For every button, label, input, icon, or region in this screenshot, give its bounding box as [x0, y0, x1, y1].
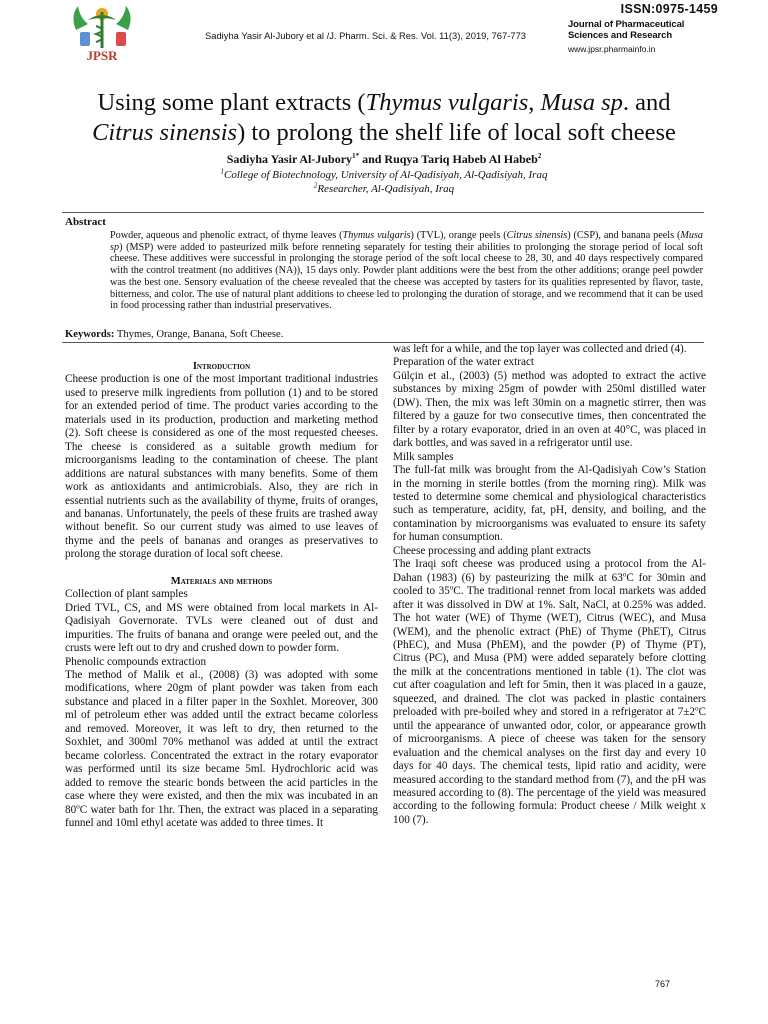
paragraph-text: C until the appearance of unwanted odor, color, or appearance growth of microorganisms. A piece of cheese was taken for the sensory evaluation and the chemical analyses on the first day and every 10 days for 40 days. The chemical tests, lipid ratio and acidity, were measured according to the standard method from (7), and the pH was measured according to (8). The percentage of the yield was measured according to the following formula: Product cheese / Milk weight x 100 (7).	[393, 706, 706, 826]
abstract-text: ) (TVL), orange peels (	[410, 230, 507, 241]
affiliation-1	[40, 169, 728, 181]
keywords	[65, 329, 283, 340]
page-number: 767	[655, 979, 671, 989]
affiliation-text: College of Biotechnology, University of Al-Qadisiyah, Al-Qadisiyah, Iraq	[224, 169, 548, 181]
paragraph-water-extract: Gülçin et al., (2003) (5) method was adopted to extract the active substances by mixing 25gm of powder with 250ml distilled water (DW). Then, the mix was left 30min on a magnetic stirrer, then was filtered by a gauze for two consecutive times, then concentrated the filter by a rotary evaporator, dried in an oven at 40°C, was placed in dark bottles, and was saved in a refrigerator until use.	[393, 369, 706, 450]
degree-sign: o	[695, 704, 699, 713]
section-heading-methods: Materials and methods	[170, 575, 273, 587]
author-name: Ruqya Tariq Habeb Al Habeb	[384, 152, 538, 166]
logo-text: JPSR	[86, 48, 118, 63]
paragraph-text: C. The traditional rennet from local markets was added after it was dissolved in DW at 1%. Salt, NaCl, at 0.25% was added. The hot water (WE) of Thyme (WET), Citrus (WEC), and Musa (WEM), and the phenolic extract (PhE) of Thyme (PhET), Citrus (PhEC), and Musa (PhEM), and the powder (P) of Thyme (PT), Citrus (PC), and Musa (PM) were added separately before clotting the milk at the concentrations mentioned in table (1). The clot was cut after coagulation and left for 5min, then it was placed in a gauze, squeezed, and drained. The clot was packed in plastic containers preloaded with pre-boiled whey and stored in a refrigerator at 7±2	[393, 585, 706, 719]
right-column	[393, 343, 706, 827]
abstract-text: Powder, aqueous and phenolic extract, of thyme leaves (	[110, 230, 343, 241]
subheading-collection: Collection of plant samples	[65, 588, 188, 601]
keywords-label: Keywords:	[65, 329, 115, 340]
paragraph-text: C water bath for 1hr. Then, the extract was placed in a separating funnel and 10ml ethyl acetate was added to three times. It	[65, 803, 378, 829]
title-species: Citrus sinensis	[92, 119, 238, 146]
degree-sign: o	[76, 801, 80, 810]
title-text: . and	[622, 89, 671, 116]
affiliation-2	[40, 183, 728, 195]
section-heading-introduction: Introduction	[192, 361, 251, 372]
jpsr-logo	[66, 2, 138, 64]
paragraph-text: C for 30min and cooled to 35	[393, 571, 706, 598]
affiliation-superscript: 1	[220, 167, 225, 176]
paragraph-text: The method of Malik et al., (2008) (3) was adopted with some modifications, where 20gm of plant powder was taken from each substance and placed in a filter paper in the Soxhlet. Moreover, 300 ml of petroleum ether was added until the extract became colorless and removed. Moreover, it was left to dry, then returned to the Soxhlet, and 300ml 70% methanol was added at until the extract became colorless. Concentrated the extract in the rotary evaporator was performed until its size became 5ml. Hydrochloric acid was added to remove the stearic bonds between the acid particles in the case where they were existed, and then the mix was incubated in an 80	[65, 668, 378, 816]
affiliation-superscript: 2	[313, 181, 318, 190]
journal-name-line1: Journal of Pharmaceutical	[568, 19, 685, 30]
author-superscript: 2	[537, 152, 542, 160]
paragraph-milk-samples: The full-fat milk was brought from the Al-Qadisiyah Cow’s Station in the morning in sterile bottles (from the morning ring). Milk was tested to determine some chemical and physiological characteristics such as temperature, acidity, fat, pH, density, and boiling, and the contamination by microorganisms was evaluated to ensure its safety for human consumption.	[393, 464, 706, 544]
abstract-text: ) (MSP) were added to pasteurized milk before renneting separately for testing their abilities to prolonging the storage period of local soft cheese. These additives were successful in prolonging the storage period of the soft local cheese to 28, 30, and 40 days respectively compared with the control treatment (no additives (NA)), 15 days only. Powder plant additions were the best from the other additions; orange peel powder was the best one. Sensory evaluation of the cheese revealed that the cheese was accepted by tasters for its qualities represented by flavor, taste, bitterness, and color. The use of natural plant additions to cheese led to prolonging the duration of storage, and we recommend that it can be used in food processing rather than industrial preservatives.	[110, 241, 703, 312]
journal-name-line2: Sciences and Research	[568, 30, 673, 41]
issn: ISSN:0975-1459	[620, 2, 718, 16]
subheading-cheese-processing: Cheese processing and adding plant extracts	[393, 544, 591, 557]
subheading-milk-samples: Milk samples	[393, 450, 454, 463]
title-species: Musa sp	[540, 89, 623, 116]
left-column	[65, 343, 378, 830]
paragraph-phenolic	[65, 669, 378, 830]
abstract-text: ) (CSP), and banana peels (	[567, 230, 681, 241]
affiliation-text: Researcher, Al-Qadisiyah, Iraq	[317, 183, 455, 195]
author-conjunction: and	[359, 152, 385, 166]
title-text: Using some plant extracts (	[97, 89, 366, 116]
subheading-water-extract: Preparation of the water extract	[393, 356, 535, 369]
degree-sign: o	[622, 569, 627, 578]
running-head: Sadiyha Yasir Al-Jubory et al /J. Pharm. Sci. & Res. Vol. 11(3), 2019, 767-773	[205, 30, 526, 41]
title-text: ,	[528, 89, 541, 116]
paragraph-cheese-processing	[393, 558, 706, 827]
keywords-text: Thymes, Orange, Banana, Soft Cheese.	[114, 329, 284, 340]
rule-top	[62, 212, 704, 213]
paragraph-collection: Dried TVL, CS, and MS were obtained from local markets in Al-Qadisiyah Governorate. TVLs were cleaned out of dust and impurities. The fruits of banana and orange were peeled out, and the crusts were left out to dry and crushed down to powder form.	[65, 601, 378, 655]
paragraph-text: The Iraqi soft cheese was produced using a protocol from the Al-Dahan (1983) (6) by pasteurizing the milk at 63	[393, 558, 706, 584]
author-name: Sadiyha Yasir Al-Jubory	[226, 152, 353, 166]
title-species: Thymus vulgaris	[365, 89, 529, 116]
degree-sign: o	[449, 583, 454, 592]
abstract-species: Musa sp	[110, 230, 703, 253]
abstract-body	[110, 230, 703, 312]
title-text: ) to prolong the shelf life of local soft cheese	[237, 119, 676, 146]
paper-title	[40, 88, 728, 148]
authors	[40, 152, 728, 167]
abstract-species: Thymus vulgaris	[342, 230, 411, 241]
subheading-phenolic: Phenolic compounds extraction	[65, 655, 207, 668]
journal-url[interactable]: www.jpsr.pharmainfo.in	[568, 44, 656, 54]
author-superscript: 1*	[352, 152, 360, 160]
paragraph-continued: was left for a while, and the top layer was collected and dried (4).	[393, 343, 687, 355]
abstract-heading: Abstract	[65, 216, 106, 228]
journal-name	[568, 19, 686, 41]
abstract-species: Citrus sinensis	[506, 230, 568, 241]
paragraph-introduction: Cheese production is one of the most important traditional industries used to preserve milk ingredients from pollution (1) and to be stored for an extended period of time. The product varies according to the materials used in its production, production and marketing method (2). Soft cheese is considered as one of the most requested cheeses. The cheese is considered as a suitable growth medium for microorganisms leading to the contamination of cheese. The plant additions are natural substances with many benefits. Some of them work as antioxidants and antimicrobials. Also, they are rich in essential nutrients such as the availability of thyme, fruits of oranges, and bananas. Unfortunately, the peels of these fruits are trashed away without benefit. So our current study was aimed to use leaves of thyme and the peels of bananas and oranges as preservatives to prolong the storage duration of local soft cheese.	[65, 373, 378, 561]
